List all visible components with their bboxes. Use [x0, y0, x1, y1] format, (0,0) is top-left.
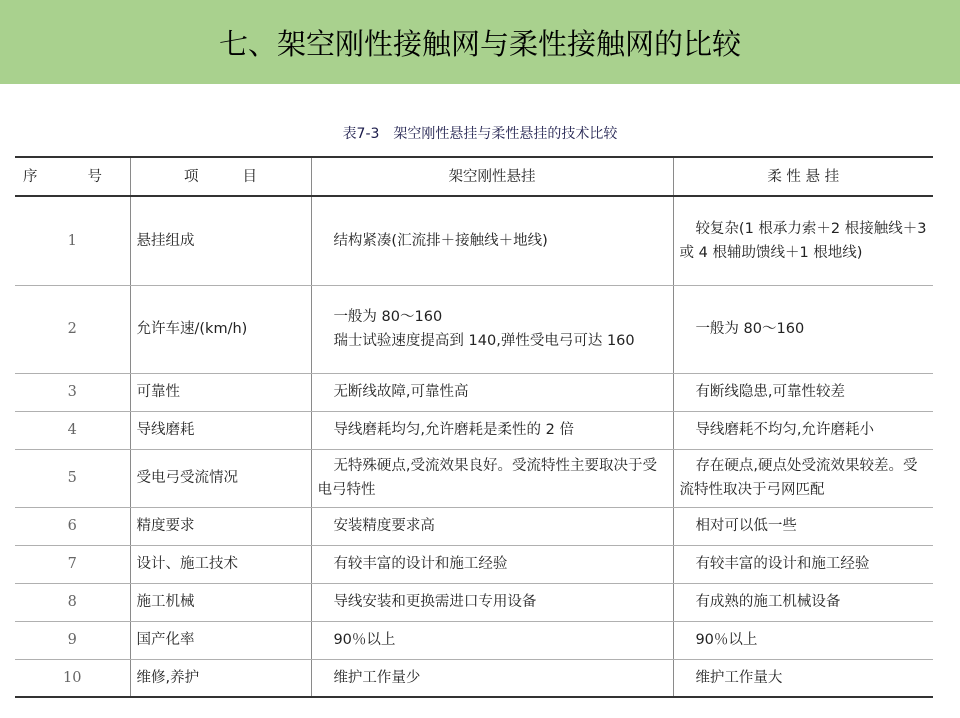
row-flexible: 导线磨耗不均匀,允许磨耗小	[673, 411, 933, 449]
row-no: 9	[15, 621, 130, 659]
row-rigid	[311, 285, 673, 373]
table-row	[15, 621, 933, 659]
table-row	[15, 583, 933, 621]
row-no: 10	[15, 659, 130, 697]
row-rigid: 导线安装和更换需进口专用设备	[311, 583, 673, 621]
row-item: 允许车速/(km/h)	[130, 285, 311, 373]
row-item: 悬挂组成	[130, 196, 311, 285]
table-row	[15, 411, 933, 449]
slide-title: 七、架空刚性接触网与柔性接触网的比较	[218, 27, 741, 61]
row-rigid-line1: 一般为 80～160	[333, 309, 443, 325]
row-flexible: 有断线隐患,可靠性较差	[673, 373, 933, 411]
row-item: 设计、施工技术	[130, 545, 311, 583]
row-flexible: 有成熟的施工机械设备	[673, 583, 933, 621]
row-rigid: 导线磨耗均匀,允许磨耗是柔性的 2 倍	[311, 411, 673, 449]
row-flexible: 90％以上	[673, 621, 933, 659]
row-no: 5	[15, 449, 130, 507]
header-flexible: 柔 性 悬 挂	[673, 157, 933, 196]
table-row	[15, 507, 933, 545]
row-rigid: 90％以上	[311, 621, 673, 659]
row-item: 受电弓受流情况	[130, 449, 311, 507]
table-row	[15, 449, 933, 507]
row-flexible: 相对可以低一些	[673, 507, 933, 545]
row-rigid-line2: 瑞士试验速度提高到 140,弹性受电弓可达 160	[333, 333, 635, 349]
row-rigid: 维护工作量少	[311, 659, 673, 697]
header-rigid: 架空刚性悬挂	[311, 157, 673, 196]
row-no: 4	[15, 411, 130, 449]
row-no: 7	[15, 545, 130, 583]
row-item: 导线磨耗	[130, 411, 311, 449]
row-flexible: 较复杂(1 根承力索＋2 根接触线＋3 或 4 根辅助馈线＋1 根地线)	[673, 196, 933, 285]
row-rigid: 无断线故障,可靠性高	[311, 373, 673, 411]
table-header-row	[15, 157, 933, 196]
row-item: 精度要求	[130, 507, 311, 545]
row-flexible: 一般为 80～160	[673, 285, 933, 373]
row-item: 施工机械	[130, 583, 311, 621]
row-item: 可靠性	[130, 373, 311, 411]
row-no: 1	[15, 196, 130, 285]
table-row	[15, 545, 933, 583]
row-no: 3	[15, 373, 130, 411]
header-item: 项 目	[130, 157, 311, 196]
row-no: 6	[15, 507, 130, 545]
row-flexible: 存在硬点,硬点处受流效果较差。受流特性取决于弓网匹配	[673, 449, 933, 507]
row-flexible: 有较丰富的设计和施工经验	[673, 545, 933, 583]
table-row	[15, 373, 933, 411]
table-row	[15, 196, 933, 285]
header-no: 序 号	[15, 157, 130, 196]
row-rigid: 安装精度要求高	[311, 507, 673, 545]
row-rigid: 有较丰富的设计和施工经验	[311, 545, 673, 583]
row-no: 2	[15, 285, 130, 373]
table-row	[15, 659, 933, 697]
row-no: 8	[15, 583, 130, 621]
row-rigid: 结构紧凑(汇流排＋接触线＋地线)	[311, 196, 673, 285]
row-flexible: 维护工作量大	[673, 659, 933, 697]
row-item: 维修,养护	[130, 659, 311, 697]
table-caption: 表7-3 架空刚性悬挂与柔性悬挂的技术比较	[342, 126, 618, 142]
comparison-table	[15, 156, 933, 698]
row-item: 国产化率	[130, 621, 311, 659]
table-row	[15, 285, 933, 373]
row-rigid: 无特殊硬点,受流效果良好。受流特性主要取决于受电弓特性	[311, 449, 673, 507]
